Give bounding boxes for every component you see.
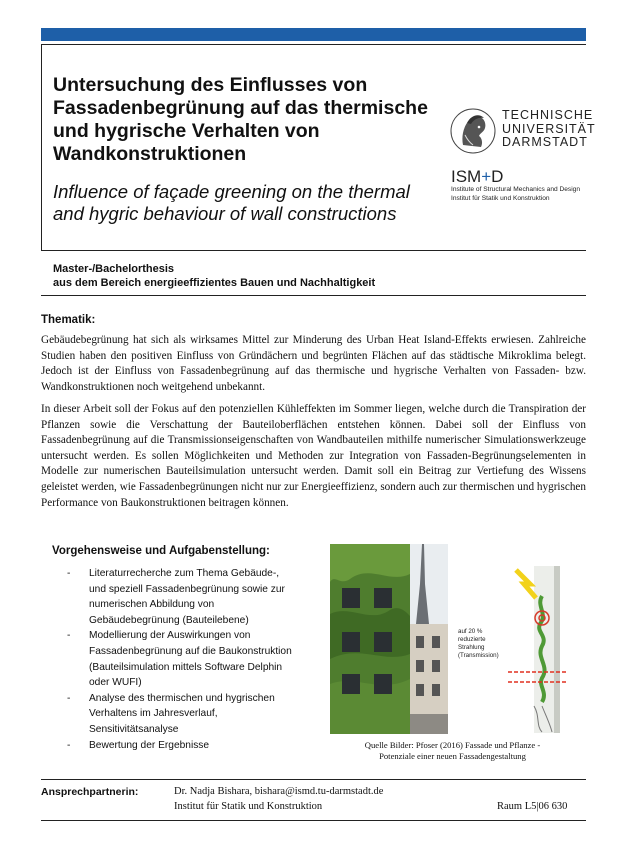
athena-seal-logo — [449, 105, 497, 157]
task-item — [41, 566, 311, 628]
thematik-paragraph-2: In dieser Arbeit soll der Fokus auf den potenziellen Kühleffekten im Sommer liegen, welche durch die Transpiration der Pflanzen sowie die Verschattung der Bauteiloberflächen entstehen können. Dabei soll der Einfluss von Fassadenbegrünung auf die Transmissionseigenschaften von Wandbauteilen mithilfe numerischer Simulationswerkzeuge untersucht werden. Es sollen Möglichkeiten und Methoden zur Integration von Fassaden-Begrünungselementen in Modelle zur numerischen Bauteilsimulation untersucht werden. Damit soll ein Beitrag zur Vertiefung des Wissens geleistet werden, wie Fassadenbegrünungen nicht nur zur Energieeffizienz, sondern auch zur thermischen und hygrischen Performance von Baukonstruktionen beitragen können. — [41, 403, 586, 509]
bullet-dash: - — [67, 630, 71, 642]
task-line: und speziell Fassadenbegrünung sowie zur — [89, 583, 285, 595]
thesis-area: aus dem Bereich energieeffizientes Bauen und Nachhaltigkeit — [53, 277, 376, 289]
contact-room: Raum L5|06 630 — [497, 801, 568, 812]
task-line: Analyse des thermischen und hygrischen — [89, 692, 275, 704]
task-item — [41, 628, 311, 690]
ismd-logo — [451, 167, 503, 187]
task-item — [41, 738, 311, 754]
method-heading: Vorgehensweise und Aufgabenstellung: — [52, 545, 270, 557]
figure-caption — [330, 740, 575, 762]
task-line: oder WUFI) — [89, 677, 142, 689]
task-line: Gebäudebegrünung (Bauteilebene) — [89, 614, 249, 626]
caption-line-1: Quelle Bilder: Pfoser (2016) Fassade und Pflanze - — [364, 740, 541, 750]
greening-transmission-diagram — [456, 566, 572, 733]
page-title: Untersuchung des Einflusses von Fassadenbegrünung auf das thermische und hygrische Verhalten von Wandkonstruktionen — [53, 74, 428, 165]
contact-name-email: Dr. Nadja Bishara, bishara@ismd.tu-darmstadt.de — [174, 786, 384, 797]
diagram-label-4: (Transmission) — [458, 652, 499, 659]
tu-darmstadt-wordmark — [502, 109, 596, 150]
task-line: (Bauteilsimulation mittels Software Delphin — [89, 661, 283, 673]
task-line: Verhaltens im Jahresverlauf, — [89, 708, 218, 720]
task-line: Fassadenbegrünung auf die Baukonstruktion — [89, 645, 292, 657]
page-subtitle-english: Influence of façade greening on the thermal and hygric behaviour of wall constructions — [53, 181, 410, 224]
ismd-institute-de: Institut für Statik und Konstruktion — [451, 194, 550, 202]
diagram-label-3: Strahlung — [458, 644, 485, 651]
contact-divider — [41, 779, 586, 780]
diagram-label-1: auf 20 % — [458, 628, 483, 635]
tu-line-3: DARMSTADT — [502, 135, 588, 149]
footer-divider — [41, 820, 586, 821]
bullet-dash: - — [67, 568, 71, 579]
bullet-dash: - — [67, 739, 71, 751]
diagram-label-2: reduzierte — [458, 636, 486, 643]
tu-line-1: TECHNISCHE — [502, 108, 594, 122]
title-divider — [41, 250, 586, 251]
contact-institute: Institut für Statik und Konstruktion — [174, 801, 323, 812]
title-left-rule — [41, 44, 42, 251]
task-item — [41, 691, 311, 738]
top-accent-bar — [41, 28, 586, 41]
task-line: numerischen Abbildung von — [89, 599, 215, 611]
task-line: Sensitivitätsanalyse — [89, 723, 179, 735]
task-line: Modellierung der Auswirkungen von — [89, 630, 251, 642]
contact-label: Ansprechpartnerin: — [41, 786, 139, 798]
thesis-divider — [41, 295, 586, 296]
caption-line-2: Potenziale einer neuen Fassadengestaltung — [379, 751, 526, 761]
task-line: Bewertung der Ergebnisse — [89, 739, 210, 751]
bullet-dash: - — [67, 692, 71, 704]
thesis-type-block — [53, 262, 375, 290]
ismd-institute-names — [451, 186, 580, 203]
green-facade-photo — [330, 544, 448, 734]
tu-line-2: UNIVERSITÄT — [502, 121, 596, 136]
thesis-type: Master-/Bachelorthesis — [53, 263, 175, 275]
ismd-logo-plus: + — [481, 167, 492, 186]
thematik-heading: Thematik: — [41, 314, 96, 326]
task-list — [41, 566, 311, 753]
ismd-logo-a: ISM — [451, 167, 482, 186]
thematik-paragraph-1: Gebäudebegrünung hat sich als wirksames Mittel zur Minderung des Urban Heat Island-Effekts erwiesen. Zahlreiche Studien haben den positiven Einfluss von Gründächern und begrünten Flächen auf das städtische Mikroklima belegt. Jedoch ist der Einfluss von Fassadenbegrünung auf das thermische und hygrische Verhalten von Fassaden- bzw. Wandkonstruktionen noch weitgehend unbekannt. — [41, 334, 586, 393]
ismd-logo-b: D — [491, 167, 504, 186]
task-line: Literaturrecherche zum Thema Gebäude-, — [89, 568, 280, 579]
header-divider — [41, 44, 586, 45]
ismd-institute-en: Institute of Structural Mechanics and Design — [451, 186, 581, 193]
